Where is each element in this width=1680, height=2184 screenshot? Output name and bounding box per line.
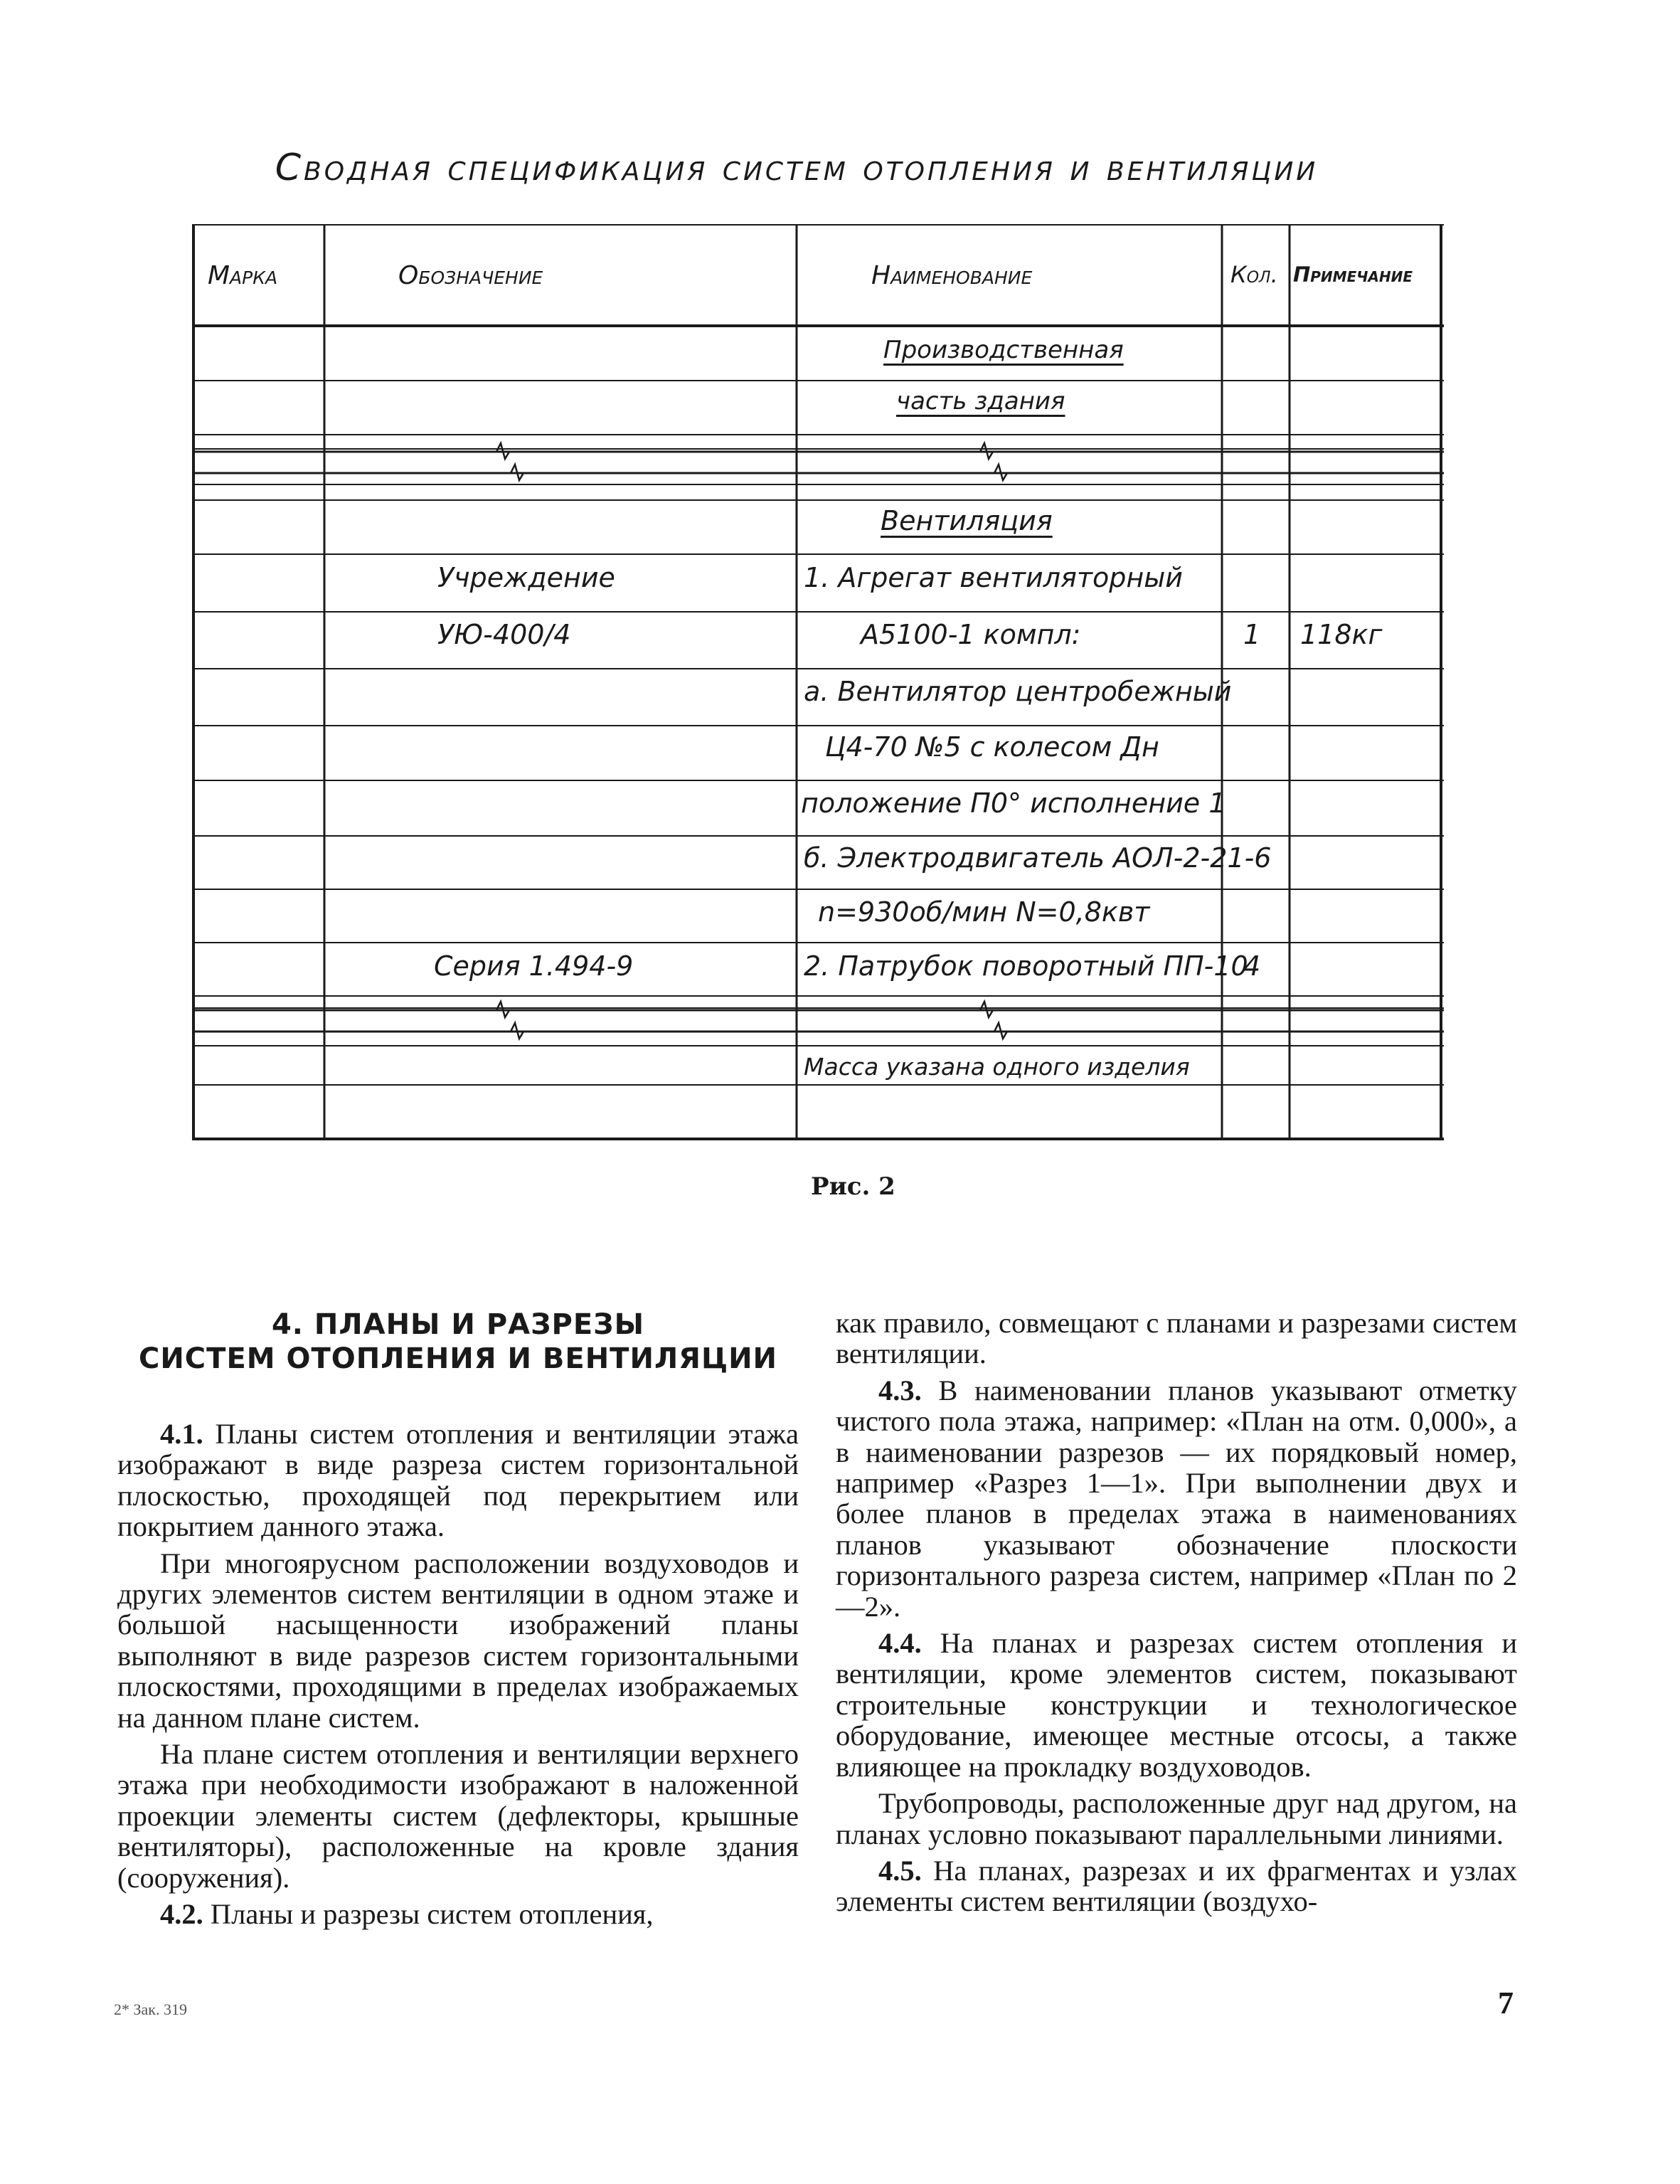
paragraph: На плане систем отопления и вентиляции верхнего этажа при необходимости изображают в наложенной проекции элементы систем (дефлекторы, крышные вентиляторы), расположенные на кровле здания (сооружения). (117, 1738, 799, 1894)
row-name: А5100-1 компл: (861, 619, 1081, 650)
row-note: 118кг (1300, 619, 1383, 650)
paragraph-4-2-continued: как правило, совмещают с планами и разрезами систем вентиляции. (836, 1307, 1517, 1370)
paragraph: Трубопроводы, расположенные друг над другом, на планах условно показывают параллельными линиями. (836, 1787, 1517, 1850)
row-name: Вентиляция (881, 505, 1053, 536)
paragraph-number: 4.2. (160, 1898, 203, 1931)
section-heading-line2: СИСТЕМ ОТОПЛЕНИЯ И ВЕНТИЛЯЦИИ (138, 1342, 778, 1375)
row-name: 2. Патрубок поворотный ПП-10 (804, 950, 1248, 982)
paragraph-number: 4.5. (878, 1854, 922, 1887)
paragraph-text: На планах, разрезах и их фрагментах и узлах элементы систем вентиляции (воздухо- (836, 1854, 1518, 1918)
row-name: а. Вентилятор центробежный (804, 676, 1232, 707)
row-qty: 4 (1243, 950, 1261, 982)
text-column-left (117, 1308, 799, 1936)
specification-table (192, 224, 1444, 1142)
paragraph-number: 4.4. (878, 1627, 922, 1660)
paragraph-number: 4.3. (878, 1374, 922, 1406)
row-designation: УЮ-400/4 (437, 619, 571, 650)
row-name: Производственная (883, 336, 1124, 364)
row-qty: 1 (1243, 619, 1261, 650)
row-designation: Серия 1.494-9 (434, 950, 634, 982)
paragraph-text: Планы систем отопления и вентиляции этажа изображают в виде разреза систем горизонтальной плоскостью, проходящей под перекрытием или покрытием данного этажа. (117, 1418, 799, 1543)
paragraph-text: На планах и разрезах систем отопления и вентиляции, кроме элементов систем, показывают строительные конструкции и технологическое оборудование, имеющее местные отсосы, а также влияющее на прокладку воздуховодов. (836, 1627, 1517, 1783)
header-naimenovanie: Наименование (871, 261, 1033, 290)
row-name: положение П0° исполнение 1 (801, 788, 1226, 819)
header-kol: Кол. (1230, 261, 1278, 288)
header-marka: Марка (208, 261, 278, 290)
figure-caption: Рис. 2 (811, 1172, 895, 1201)
row-name: б. Электродвигатель АОЛ-2-21-6 (804, 842, 1272, 874)
print-order-mark: 2* Зак. 319 (114, 2000, 187, 2018)
header-oboznachenie: Обозначение (398, 261, 543, 290)
paragraph-4-5 (836, 1855, 1517, 1917)
paragraph-4-4 (836, 1628, 1517, 1782)
text-column-right (836, 1308, 1517, 1923)
section-heading (117, 1308, 799, 1376)
page-number: 7 (1498, 1986, 1514, 2020)
paragraph-number: 4.1. (160, 1418, 203, 1450)
row-name: 1. Агрегат вентиляторный (804, 562, 1183, 593)
row-name: n=930об/мин N=0,8квт (818, 896, 1150, 928)
figure-title: Сводная спецификация систем отопления и вентиляции (275, 147, 1319, 189)
row-name: часть здания (896, 387, 1065, 415)
paragraph-text: Планы и разрезы систем отопления, (210, 1898, 654, 1931)
paragraph-4-2 (117, 1899, 799, 1929)
section-heading-line1: 4. ПЛАНЫ И РАЗРЕЗЫ (271, 1308, 645, 1341)
header-primechanie: Примечание (1293, 263, 1413, 287)
row-name: Ц4-70 №5 с колесом Дн (825, 731, 1159, 763)
paragraph-4-3 (836, 1375, 1517, 1622)
paragraph-text: В наименовании планов указывают отметку чистого пола этажа, например: «План на отм. 0,000», а в наименовании разрезов — их порядковый номер, например «Разрез 1—1». При выполнении двух и более планов в пределах этажа в наименованиях планов указывают обозначение плоскости горизонтального разреза систем, например «План по 2—2». (836, 1374, 1517, 1623)
row-name: Масса указана одного изделия (804, 1053, 1190, 1081)
row-designation: Учреждение (437, 562, 615, 593)
paragraph-4-1 (117, 1419, 799, 1542)
paragraph: При многоярусном расположении воздуховодов и других элементов систем вентиляции в одном этаже и большой насыщенности изображений планы выполняют в виде разрезов систем горизонтальными плоскостями, проходящими в пределах изображаемых на данном плане систем. (117, 1547, 799, 1734)
